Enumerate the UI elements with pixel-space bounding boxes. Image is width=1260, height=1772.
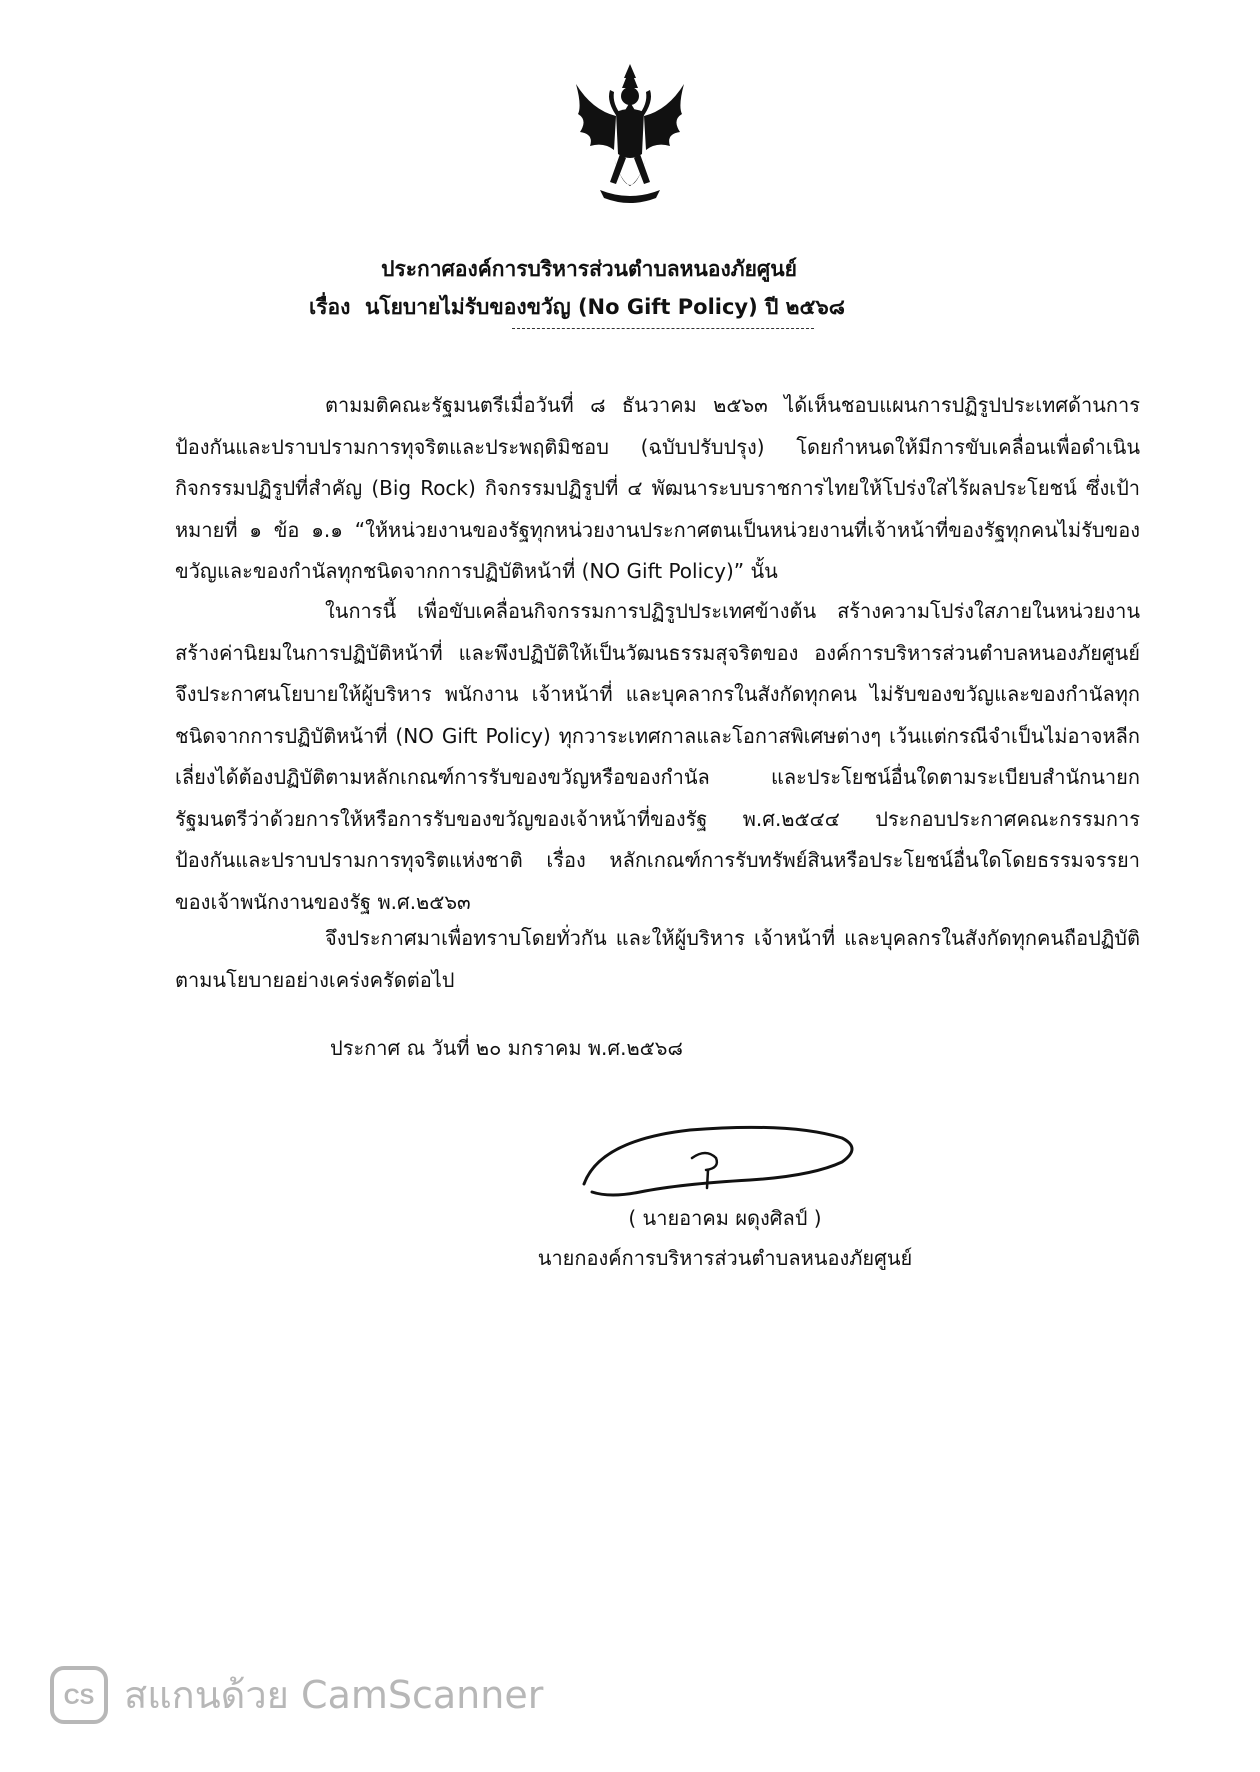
svg-text:CS: CS xyxy=(63,1684,95,1709)
watermark-text: สแกนด้วย CamScanner xyxy=(124,1673,544,1717)
garuda-emblem-icon xyxy=(570,62,690,212)
paragraph-1-text: ตามมติคณะรัฐมนตรีเมื่อวันที่ ๘ ธันวาคม ๒๕๖๓ ได้เห็นชอบแผนการปฏิรูปประเทศด้านการป้องกันและปราบปรามการทุจริตและประพฤติมิชอบ (ฉบับปรับปรุง) โดยกำหนดให้มีการขับเคลื่อนเพื่อดำเนินกิจกรรมปฏิรูปที่สำคัญ (Big Rock) กิจกรรมปฏิรูปที่ ๔ พัฒนาระบบราชการไทยให้โปร่งใสไร้ผลประโยชน์ ซึ่งเป้าหมายที่ ๑ ข้อ ๑.๑ “ให้หน่วยงานของรัฐทุกหน่วยงานประกาศตนเป็นหน่วยงานที่เจ้าหน้าที่ของรัฐทุกคนไม่รับของขวัญและของกำนัลทุกชนิดจากการปฏิบัติหน้าที่ (NO Gift Policy)” นั้น xyxy=(175,393,1140,583)
announcement-date: ประกาศ ณ วันที่ ๒๐ มกราคม พ.ศ.๒๕๖๘ xyxy=(330,1036,683,1060)
camscanner-watermark xyxy=(50,1665,543,1725)
body-paragraph-3 xyxy=(175,918,1140,1001)
body-paragraph-1 xyxy=(175,385,1140,593)
announcement-title: ประกาศองค์การบริหารส่วนตำบลหนองภัยศูนย์ xyxy=(381,257,797,281)
title-separator xyxy=(512,328,814,329)
body-paragraph-2 xyxy=(175,591,1140,923)
announcement-subject xyxy=(0,287,1154,327)
signer-name: ( นายอาคม ผดุงศิลป์ ) xyxy=(628,1206,822,1230)
paragraph-2-text: ในการนี้ เพื่อขับเคลื่อนกิจกรรมการปฏิรูปประเทศข้างต้น สร้างความโปร่งใสภายในหน่วยงาน สร้างค่านิยมในการปฏิบัติหน้าที่ และพึงปฏิบัติให้เป็นวัฒนธรรมสุจริตของ องค์การบริหารส่วนตำบลหนองภัยศูนย์ จึงประกาศนโยบายให้ผู้บริหาร พนักงาน เจ้าหน้าที่ และบุคลากรในสังกัดทุกคน ไม่รับของขวัญและของกำนัลทุกชนิดจากการปฏิบัติหน้าที่ (NO Gift Policy) ทุกวาระเทศกาลและโอกาสพิเศษต่างๆ เว้นแต่กรณีจำเป็นไม่อาจหลีกเลี่ยงได้ต้องปฏิบัติตามหลักเกณฑ์การรับของขวัญหรือของกำนัล และประโยชน์อื่นใดตามระเบียบสำนักนายกรัฐมนตรีว่าด้วยการให้หรือการรับของขวัญของเจ้าหน้าที่ของรัฐ พ.ศ.๒๕๔๔ ประกอบประกาศคณะกรรมการป้องกันและปราบปรามการทุจริตแห่งชาติ เรื่อง หลักเกณฑ์การรับทรัพย์สินหรือประโยชน์อื่นใดโดยธรรมจรรยาของเจ้าพนักงานของรัฐ พ.ศ.๒๕๖๓ xyxy=(175,599,1140,914)
camscanner-logo-icon xyxy=(50,1666,108,1724)
paragraph-3-text: จึงประกาศมาเพื่อทราบโดยทั่วกัน และให้ผู้บริหาร เจ้าหน้าที่ และบุคลกรในสังกัดทุกคนถือปฏิบัติตามนโยบายอย่างเคร่งครัดต่อไป xyxy=(175,926,1140,992)
signature xyxy=(580,1122,860,1200)
subject-text: นโยบายไม่รับของขวัญ (No Gift Policy) ปี ๒๕๖๘ xyxy=(364,295,845,319)
subject-label: เรื่อง xyxy=(309,295,351,319)
signer-position: นายกองค์การบริหารส่วนตำบลหนองภัยศูนย์ xyxy=(537,1246,913,1270)
